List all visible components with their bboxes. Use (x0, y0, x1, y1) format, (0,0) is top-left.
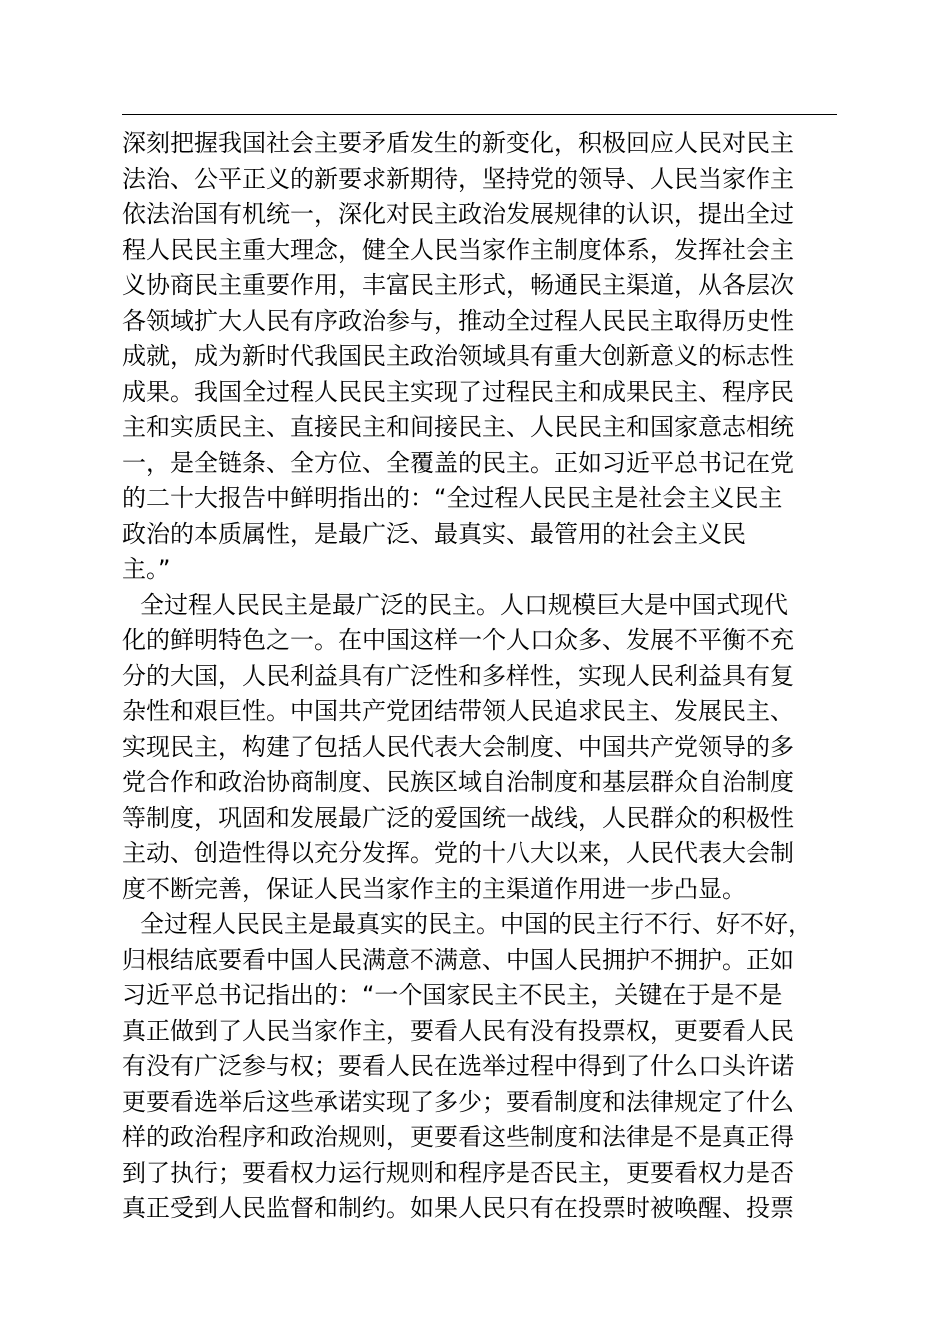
text-line: 主动、创造性得以充分发挥。党的十八大以来，人民代表大会制 (122, 839, 794, 867)
text-line: 杂性和艰巨性。中国共产党团结带领人民追求民主、发展民主、 (122, 697, 794, 725)
text-line: 政治的本质属性，是最广泛、最真实、最管用的社会主义民 (122, 519, 746, 548)
text-line: 习近平总书记指出的：“一个国家民主不民主，关键在于是不是 (122, 981, 783, 1009)
text-line: 党合作和政治协商制度、民族区域自治制度和基层群众自治制度 (122, 768, 794, 796)
text-line: 各领域扩大人民有序政治参与，推动全过程人民民主取得历史性 (122, 306, 794, 335)
body-text (122, 126, 852, 1227)
text-line: 化的鲜明特色之一。在中国这样一个人口众多、发展不平衡不充 (122, 626, 794, 654)
text-line: 义协商民主重要作用，丰富民主形式，畅通民主渠道，从各层次 (122, 271, 794, 299)
text-line: 程人民民主重大理念，健全人民当家作主制度体系，发挥社会主 (122, 235, 794, 264)
text-line: 主和实质民主、直接民主和间接民主、人民民主和国家意志相统 (122, 413, 794, 441)
text-line: 深刻把握我国社会主要矛盾发生的新变化，积极回应人民对民主 (122, 129, 794, 157)
text-line: 法治、公平正义的新要求新期待，坚持党的领导、人民当家作主 (122, 164, 794, 193)
text-line: 归根结底要看中国人民满意不满意、中国人民拥护不拥护。正如 (122, 945, 794, 974)
text-line: 依法治国有机统一，深化对民主政治发展规律的认识，提出全过 (122, 200, 794, 228)
text-line: 的二十大报告中鲜明指出的：“全过程人民民主是社会主义民主 (122, 484, 783, 512)
text-line: 真正受到人民监督和制约。如果人民只有在投票时被唤醒、投票 (122, 1194, 794, 1222)
text-line: 主。” (122, 555, 171, 583)
text-line: 更要看选举后这些承诺实现了多少；要看制度和法律规定了什么 (122, 1087, 794, 1116)
text-line: 一，是全链条、全方位、全覆盖的民主。正如习近平总书记在党 (122, 448, 794, 477)
text-line: 实现民主，构建了包括人民代表大会制度、中国共产党领导的多 (122, 732, 794, 761)
text-line: 分的大国，人民利益具有广泛性和多样性，实现人民利益具有复 (122, 661, 794, 690)
text-line: 真正做到了人民当家作主，要看人民有没有投票权，更要看人民 (122, 1016, 794, 1045)
text-line: 有没有广泛参与权；要看人民在选举过程中得到了什么口头许诺 (122, 1052, 794, 1080)
paragraph-start-line: 全过程人民民主是最广泛的民主。人口规模巨大是中国式现代 (140, 590, 788, 619)
text-line: 样的政治程序和政治规则，更要看这些制度和法律是不是真正得 (122, 1123, 794, 1151)
paragraph-start-line: 全过程人民民主是最真实的民主。中国的民主行不行、好不好， (140, 910, 812, 938)
text-line: 成果。我国全过程人民民主实现了过程民主和成果民主、程序民 (122, 377, 794, 406)
text-line: 成就，成为新时代我国民主政治领域具有重大创新意义的标志性 (122, 342, 794, 370)
text-line: 度不断完善，保证人民当家作主的主渠道作用进一步凸显。 (122, 874, 746, 903)
text-line: 等制度，巩固和发展最广泛的爱国统一战线，人民群众的积极性 (122, 803, 794, 832)
header-rule (122, 114, 837, 115)
text-line: 到了执行；要看权力运行规则和程序是否民主，更要看权力是否 (122, 1158, 794, 1187)
